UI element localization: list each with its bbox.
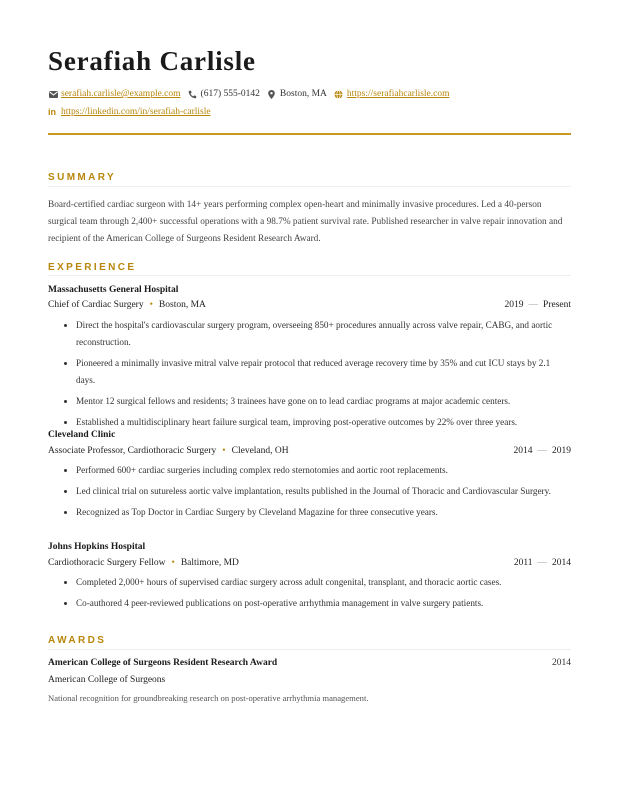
job-role-row: [48, 300, 571, 310]
awards-divider: [48, 649, 571, 650]
award-row: [48, 658, 571, 668]
header-divider: [48, 133, 571, 135]
job-dates: 2011 — 2014: [513, 558, 571, 568]
job-dates: 2014 — 2019: [513, 446, 571, 456]
list-item: Pioneered a minimally invasive mitral valve repair protocol that reduced average recovery time by 35% and cut ICU stays by 2.1 days.: [76, 355, 571, 389]
job-dates: 2019 — Present: [504, 300, 571, 310]
separator-dot: •: [222, 446, 226, 456]
list-item: Performed 600+ cardiac surgeries including complex redo sternotomies and aortic root replacements.: [76, 462, 571, 479]
website-link[interactable]: https://serafiahcarlisle.com: [346, 89, 450, 99]
award-title: American College of Surgeons Resident Research Award: [48, 658, 278, 668]
job-company: Johns Hopkins Hospital: [48, 542, 146, 552]
separator-dot: •: [171, 558, 175, 568]
summary-text: Board-certified cardiac surgeon with 14+ years performing complex open-heart and minimally invasive procedures. Led a 40-person surgical team through 2,400+ successful operations with a 98.7% patient survival rate. Published researcher in valve repair innovation and recipient of the American College of Surgeons Resident Research Award.: [48, 200, 563, 244]
list-item: Recognized as Top Doctor in Cardiac Surgery by Cleveland Magazine for three consecutive years.: [76, 504, 571, 521]
contact-row-primary: [48, 89, 450, 99]
linkedin-icon: in: [48, 107, 56, 117]
separator-dot: •: [149, 300, 153, 310]
list-item: Completed 2,000+ hours of supervised cardiac surgery across adult congenital, transplant, and thoracic aortic cases.: [76, 574, 571, 591]
experience-divider: [48, 275, 571, 276]
job-bullets: [76, 574, 571, 616]
job-role: Cardiothoracic Surgery Fellow: [48, 558, 166, 568]
contact-row-secondary: [48, 107, 211, 117]
award-organization: American College of Surgeons: [48, 675, 166, 685]
job-role-row: [48, 446, 571, 456]
job-company: Cleveland Clinic: [48, 430, 116, 440]
list-item: Direct the hospital's cardiovascular surgery program, overseeing 850+ procedures annually across valve repair, CABG, and aortic reconstruction.: [76, 317, 571, 351]
email-link[interactable]: serafiah.carlisle@example.com: [61, 89, 181, 99]
award-year: 2014: [552, 658, 571, 668]
job-location: Baltimore, MD: [180, 558, 239, 568]
job-role: Associate Professor, Cardiothoracic Surgery: [48, 446, 217, 456]
list-item: Mentor 12 surgical fellows and residents; 3 trainees have gone on to lead cardiac programs at major academic centers.: [76, 393, 571, 410]
job-role-row: [48, 558, 571, 568]
award-description: National recognition for groundbreaking research on post-operative arrhythmia management.: [48, 693, 369, 703]
list-item: Led clinical trial on sutureless aortic valve implantation, results published in the Journal of Thoracic and Cardiovascular Surgery.: [76, 483, 571, 500]
candidate-name: Serafiah Carlisle: [48, 46, 256, 76]
summary-heading: SUMMARY: [48, 172, 117, 183]
job-bullets: [76, 462, 571, 525]
globe-icon: [334, 89, 344, 99]
map-pin-icon: [267, 89, 277, 99]
job-location: Boston, MA: [158, 300, 206, 310]
list-item: Established a multidisciplinary heart failure surgical team, improving post-operative outcomes by 22% over three years.: [76, 414, 571, 431]
job-bullets: [76, 317, 571, 435]
job-location: Cleveland, OH: [231, 446, 289, 456]
phone-number: (617) 555-0142: [200, 89, 260, 99]
location-text: Boston, MA: [279, 89, 327, 99]
envelope-icon: [48, 89, 58, 99]
summary-divider: [48, 186, 571, 187]
job-role: Chief of Cardiac Surgery: [48, 300, 144, 310]
phone-icon: [188, 89, 198, 99]
linkedin-link[interactable]: https://linkedin.com/in/serafiah-carlisle: [61, 107, 211, 117]
job-company: Massachusetts General Hospital: [48, 285, 179, 295]
list-item: Co-authored 4 peer-reviewed publications on post-operative arrhythmia management in valve surgery patients.: [76, 595, 571, 612]
experience-heading: EXPERIENCE: [48, 262, 137, 273]
awards-heading: AWARDS: [48, 635, 107, 646]
